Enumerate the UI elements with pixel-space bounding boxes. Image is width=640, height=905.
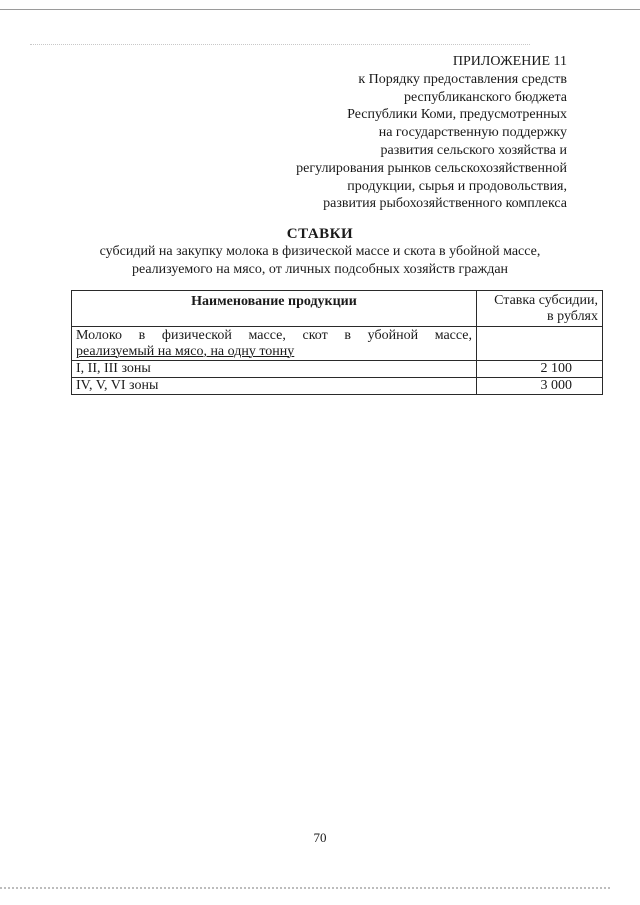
header-rate-line: Ставка субсидии,: [494, 292, 598, 308]
table-row: [72, 361, 603, 378]
product-word: физической: [161, 328, 232, 343]
subsidy-rates-table: [71, 290, 603, 395]
appendix-line: регулирования рынков сельскохозяйственной: [296, 160, 567, 176]
header-product-name: Наименование продукции: [72, 291, 477, 327]
appendix-line: республиканского бюджета: [403, 89, 567, 105]
product-word: скот: [302, 328, 328, 343]
table-row: [72, 327, 603, 361]
appendix-line: на государственную поддержку: [378, 125, 567, 141]
product-description-cell: [72, 327, 477, 361]
appendix-line: развития сельского хозяйства и: [380, 142, 567, 158]
appendix-block: [296, 53, 567, 213]
product-description-line: реализуемый на мясо, на одну тонну: [76, 344, 295, 359]
product-word: в: [344, 328, 351, 343]
document-title: СТАВКИ: [286, 226, 354, 242]
zone-cell: IV, V, VI зоны: [72, 378, 477, 395]
zone-cell: I, II, III зоны: [72, 361, 477, 378]
product-word: убойной: [367, 328, 419, 343]
scan-edge-line: [0, 9, 640, 10]
header-rate: [477, 291, 603, 327]
scan-artifact-dots-bottom: [0, 887, 610, 890]
header-rate-line: в рублях: [547, 308, 598, 324]
product-word: Молоко: [76, 328, 122, 343]
product-description-line: [76, 328, 472, 344]
appendix-line: развития рыбохозяйственного комплекса: [323, 196, 567, 212]
table-row: [72, 378, 603, 395]
document-subtitle-line: реализуемого на мясо, от личных подсобных хозяйств граждан: [131, 261, 509, 277]
appendix-title: ПРИЛОЖЕНИЕ 11: [452, 54, 567, 69]
page-number: 70: [313, 830, 327, 845]
table-header-row: [72, 291, 603, 327]
document-heading: [60, 225, 580, 278]
product-word: массе,: [248, 328, 286, 343]
scan-artifact-dots-top: [30, 44, 530, 46]
product-word: в: [138, 328, 146, 343]
product-word: массе,: [434, 328, 472, 343]
empty-rate-cell: [477, 327, 603, 361]
rate-cell: 3 000: [477, 378, 603, 395]
document-subtitle-line: субсидий на закупку молока в физической массе и скота в убойной массе,: [99, 244, 541, 259]
appendix-line: к Порядку предоставления средств: [358, 71, 567, 87]
appendix-line: продукции, сырья и продовольствия,: [347, 178, 567, 194]
rate-cell: 2 100: [477, 361, 603, 378]
appendix-line: Республики Коми, предусмотренных: [347, 107, 567, 123]
